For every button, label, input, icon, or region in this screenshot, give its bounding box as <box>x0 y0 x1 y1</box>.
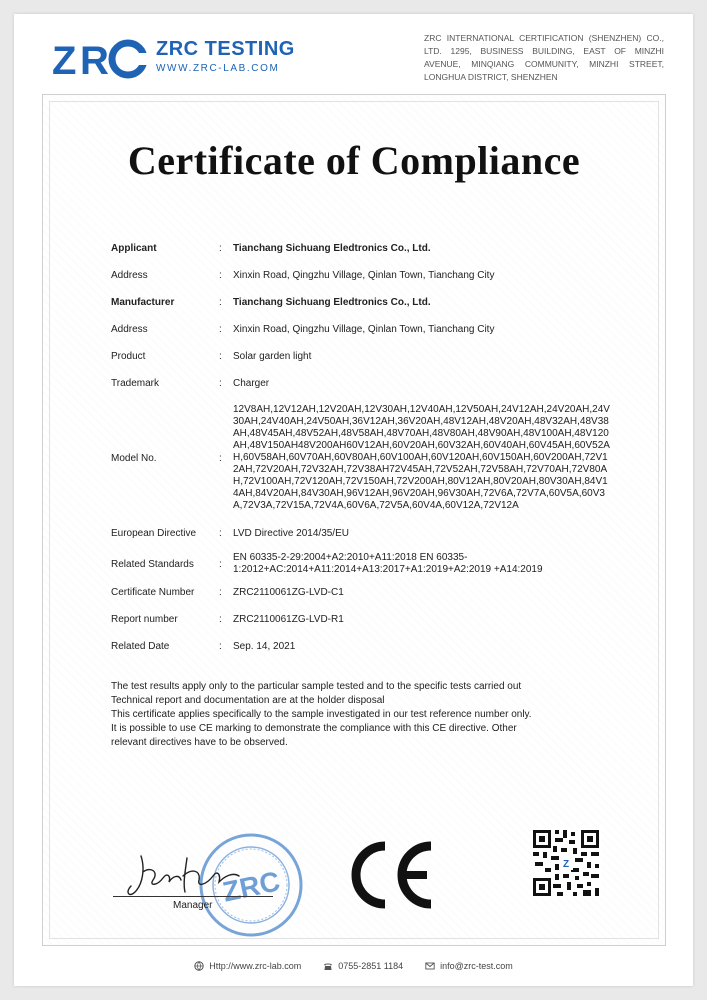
field-value: Sep. 14, 2021 <box>233 641 296 652</box>
field-value: ZRC2110061ZG-LVD-R1 <box>233 614 344 625</box>
field-value: Xinxin Road, Qingzhu Village, Qinlan Town, Tianchang City <box>233 324 495 335</box>
phone-icon <box>323 961 333 971</box>
svg-text:R: R <box>80 39 109 80</box>
field-value: Xinxin Road, Qingzhu Village, Qinlan Town, Tianchang City <box>233 270 495 281</box>
zrc-logo <box>52 36 295 80</box>
field-row-standards <box>111 544 611 584</box>
field-colon: : <box>219 528 222 539</box>
field-row-model <box>111 392 611 524</box>
note-line: Technical report and documentation are at the holder disposal <box>111 695 385 706</box>
note-line: The test results apply only to the particular sample tested and to the specific tests carried out <box>111 681 522 692</box>
qr-code-icon <box>531 828 601 898</box>
field-value: Charger <box>233 378 270 389</box>
footer <box>14 954 693 978</box>
field-colon: : <box>219 378 222 389</box>
field-label: Related Standards <box>111 558 194 570</box>
field-colon: : <box>219 297 222 308</box>
compliance-notes <box>111 680 581 750</box>
field-row-manufacturer <box>111 297 611 324</box>
field-colon: : <box>219 614 222 625</box>
field-value: LVD Directive 2014/35/EU <box>233 528 349 539</box>
logo-name: ZRC TESTING <box>156 38 295 60</box>
field-colon: : <box>219 587 222 598</box>
field-label: Address <box>111 324 148 335</box>
certificate-frame <box>42 94 666 946</box>
field-label: Certificate Number <box>111 587 195 598</box>
svg-text:Z: Z <box>52 39 77 80</box>
field-row-certificate-number <box>111 587 611 614</box>
ce-mark-icon <box>345 840 437 910</box>
field-row-product <box>111 351 611 378</box>
note-line: relevant directives have to be observed. <box>111 737 288 748</box>
field-row-applicant <box>111 243 611 270</box>
note-line: It is possible to use CE marking to demonstrate the compliance with this CE directive. Other <box>111 723 517 734</box>
field-colon: : <box>219 452 222 464</box>
footer-website-text[interactable]: Http://www.zrc-lab.com <box>209 961 302 971</box>
field-row-address <box>111 270 611 297</box>
field-colon: : <box>219 641 222 652</box>
svg-text:Z: Z <box>562 859 570 870</box>
field-label: Model No. <box>111 452 157 464</box>
certificate-title: Certificate of Compliance <box>127 138 581 183</box>
field-label: Address <box>111 270 148 281</box>
company-address: ZRC INTERNATIONAL CERTIFICATION (SHENZHEN) CO., LTD. 1295, BUSINESS BUILDING, EAST OF MINZHI AVENUE, MINQIANG COMMUNITY, MINZHI STREET, LONGHUA DISTRICT, SHENZHEN <box>424 33 664 82</box>
mail-icon <box>425 961 435 971</box>
signature-line <box>113 896 273 897</box>
field-label: Report number <box>111 614 178 625</box>
model-list: 12V8AH,12V12AH,12V20AH,12V30AH,12V40AH,12V50AH,24V12AH,24V20AH,24V30AH,24V40AH,24V50AH,36V12AH,36V20AH,48V12AH,48V20AH,48V32AH,48V38AH,48V45AH,48V52AH,48V58AH,48V70AH,48V80AH,48V90AH,48V100AH,48V120AH,48V150AH48V200AH60V12AH,60V20AH,60V32AH,60V40AH,60V45AH,60V52AH,60V58AH,60V70AH,60V80AH,60V100AH,60V120AH,60V150AH,60V200AH,72V12AH,72V20AH,72V32AH,72V38AH72V45AH,72V52AH,72V58AH,72V70AH,72V80AH,72V100AH,72V120AH,72V150AH,72V200AH,80V12AH,80V20AH,80V30AH,84V14AH,84V20AH,84V30AH,96V12AH,96V20AH,96V30AH,72V6A,72V7A,60V5A,60V3A,72V3A,72V15A,72V4A,60V6A,72V5A,60V4A,60V12A,72V12A <box>233 404 610 511</box>
field-label: Manufacturer <box>111 297 175 308</box>
field-label: European Directive <box>111 528 197 539</box>
header <box>14 14 693 94</box>
note-line: This certificate applies specifically to the sample investigated in our test reference number only. <box>111 709 532 720</box>
field-value: Tianchang Sichuang Eledtronics Co., Ltd. <box>233 243 431 254</box>
field-value: Solar garden light <box>233 351 312 362</box>
stamp-text: ZRC <box>219 865 283 908</box>
field-value: Tianchang Sichuang Eledtronics Co., Ltd. <box>233 297 431 308</box>
field-label: Product <box>111 351 146 362</box>
certificate-details <box>111 243 611 655</box>
field-value: EN 60335-2-29:2004+A2:2010+A11:2018 EN 60335-1:2012+AC:2014+A11:2014+A13:2017+A1:2019+A2:2019 +A14:2019 <box>233 552 543 575</box>
field-row-related-date <box>111 641 611 655</box>
field-row-directive <box>111 528 611 542</box>
field-label: Trademark <box>111 378 159 389</box>
field-colon: : <box>219 270 222 281</box>
field-label: Related Date <box>111 641 170 652</box>
footer-email <box>425 961 513 971</box>
field-colon: : <box>219 243 222 254</box>
field-label: Applicant <box>111 243 157 254</box>
zrc-logo-mark-icon <box>52 36 148 80</box>
globe-icon <box>194 961 204 971</box>
footer-phone <box>323 961 403 971</box>
manager-label: Manager <box>173 900 213 911</box>
field-row-report-number <box>111 614 611 641</box>
field-row-manufacturer-address <box>111 324 611 351</box>
footer-website <box>194 961 301 971</box>
field-row-trademark <box>111 378 611 392</box>
field-value: ZRC2110061ZG-LVD-C1 <box>233 587 344 598</box>
field-colon: : <box>219 351 222 362</box>
footer-phone-text: 0755-2851 1184 <box>338 961 404 971</box>
footer-email-text[interactable]: info@zrc-test.com <box>440 961 513 971</box>
signature-area <box>103 830 323 940</box>
certificate-page <box>14 14 693 986</box>
field-colon: : <box>219 558 222 570</box>
logo-url: WWW.ZRC-LAB.COM <box>156 63 280 74</box>
field-colon: : <box>219 324 222 335</box>
